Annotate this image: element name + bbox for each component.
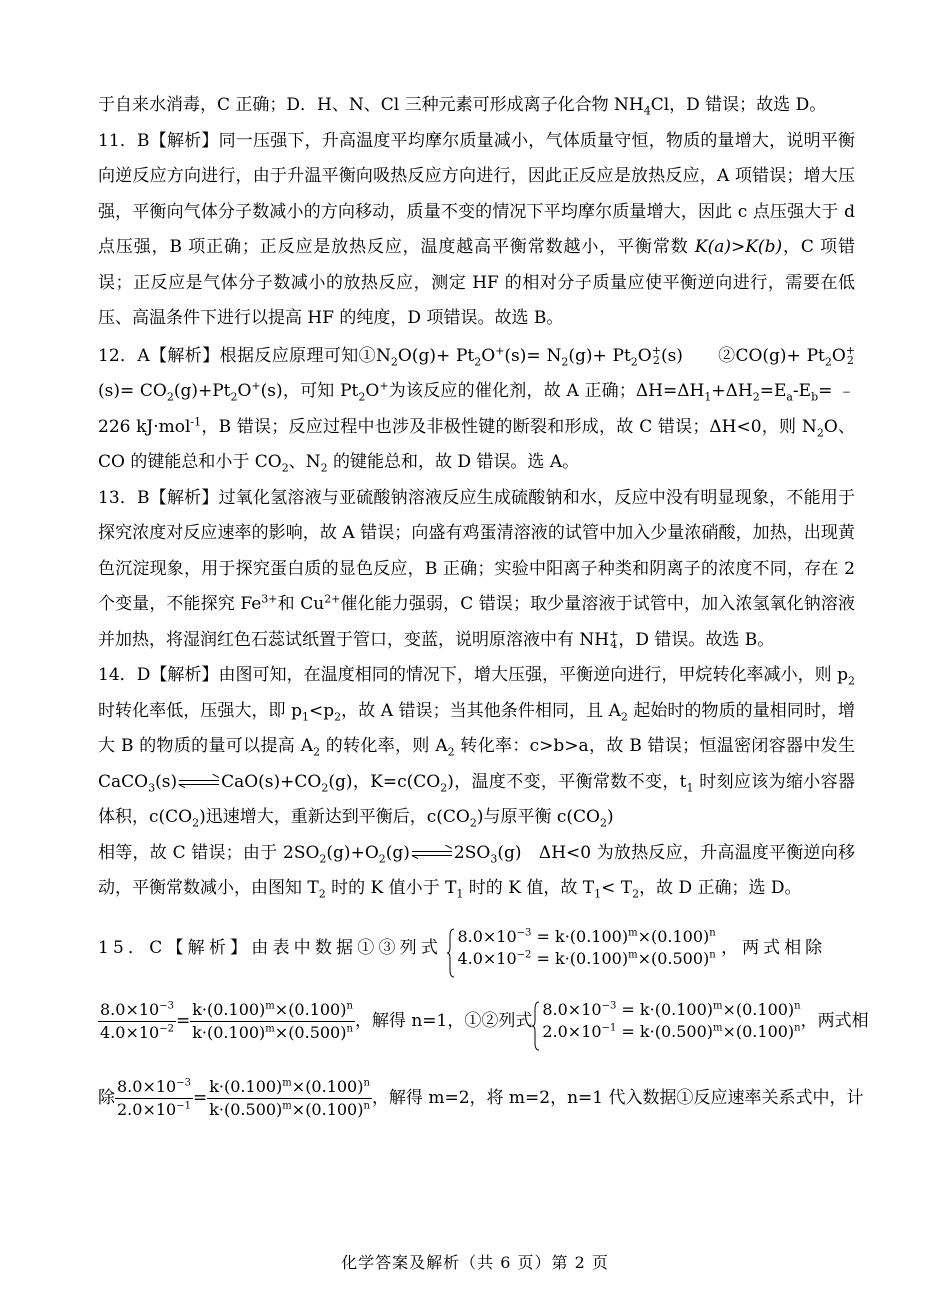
q15-line-3: 除 $\frac{8.0\times 10^{-3}}{2.0\times 10^{-1}}$ = $\frac{k\cdot(0.100)^m\times(0.100)^n}{k\cdot(0.500)^m\times(0.100)^n}$ ，解得 m=2，将 m=2，n=1 代入数据①反应速率关系式中，计 — [98, 1076, 864, 1119]
paragraph-q12: 12．A【解析】根据反应原理可知$①N_2O(g)+ Pt_2O^+(s)= N_2(g)+ Pt_2O$ + 2 (s) ②CO(g)+ $Pt_2O$ + 2 $(s)= CO_2(g)+Pt_2O^+(s)$，可知 $Pt_2O^+$为该反应的催化剂，故 A 正确；$\Delta H=\Delta H_1+\Delta H_2=E_a-E_b=$ ﹣226 kJ·mol$^{-1}$，B 错误；反应过程中也涉及非极性键的断裂和形成，故 C 错误；ΔH<0，则 $N_2O$、CO 的键能总和小于 $CO_2$、$N_2$ 的键能总和，故 D 错误。选 A。 — [98, 343, 856, 475]
reversible-arrow-icon — [412, 848, 452, 858]
equation-system-1-2: $8.0\times 10^{-3} = k\cdot(0.100)^m\times(0.100)^n$ $2.0\times 10^{-1} = k\cdot(0.500)^m\times(0.100)^n$ — [532, 999, 800, 1043]
q15-line-1: 15．C【解析】由表中数据①③列式 $8.0\times 10^{-3} = k\cdot(0.100)^m\times(0.100)^n$ $4.0\times 10^{-2} = k\cdot(0.100)^m\times(0.500)^n$ ，两式相除 — [98, 915, 855, 981]
paragraph-q10-end: 于自来水消毒，C 正确；D．H、N、Cl 三种元素可形成离子化合物 $NH_4Cl$，D 错误；故选 D。 — [98, 95, 827, 118]
left-brace-icon — [532, 1001, 540, 1051]
q15-line-2: $\frac{8.0\times 10^{-3}}{4.0\times 10^{-2}}$ = $\frac{k\cdot(0.100)^m\times(0.100)^n}{k\cdot(0.100)^m\times(0.500)^n}$ ，解得 n=1，①②列式 $8.0\times 10^{-3} = k\cdot(0.100)^m\times(0.100)^n$ $2.0\times 10^{-1} = k\cdot(0.500)^m\times(0.100)^n$ ，两式相 — [98, 987, 855, 1055]
equation-system-1-3: $8.0\times 10^{-3} = k\cdot(0.100)^m\times(0.100)^n$ $4.0\times 10^{-2} = k\cdot(0.100)^m\times(0.500)^n$ — [447, 926, 715, 970]
reversible-arrow-icon — [179, 777, 219, 787]
left-brace-icon — [447, 928, 455, 978]
paragraph-q11: 11．B【解析】同一压强下，升高温度平均摩尔质量减小，气体质量守恒，物质的量增大，说明平衡向逆反应方向进行，由于升温平衡向吸热反应方向进行，因此正反应是放热反应，A 项错误；增大压强，平衡向气体分子数减小的方向移动，质量不变的情况下平均摩尔质量增大，因此 c 点压强大于 d 点压强，B 项正确；正反应是放热反应，温度越高平衡常数越小，平衡常数 K(a)>K(b)，C 项错误；正反应是气体分子数减小的放热反应，测定 HF 的相对分子质量应使平衡逆向进行，需要在低压、高温条件下进行以提高 HF 的纯度，D 项错误。故选 B。 — [98, 130, 855, 328]
paragraph-q14: 14．D【解析】由图可知，在温度相同的情况下，增大压强，平衡逆向进行，甲烷转化率减小，则 $p_2$ 时转化率低，压强大，即 $p_1<p_2$，故 A 错误；当其他条件相同，且 $A_2$ 起始时的物质的量相同时，增大 B 的物质的量可以提高 $A_2$ 的转化率，则 $A_2$ 转化率：c>b>a，故 B 错误；恒温密闭容器中发生 CaCO$_3$(s) $CaO(s)+CO_2(g)$，$K=c(CO_2)$，温度不变，平衡常数不变，$t_1$ 时刻应该为缩小容器体积，$c(CO_2)$迅速增大，重新达到平衡后，$c(CO_2)$与原平衡 $c(CO_2)$ 相等，故 C 错误；由于 $2SO_2(g)+O_2(g)$ $2SO_3(g)$ ΔH<0 为放热反应，升高温度平衡逆向移动，平衡常数减小，由图知 $T_2$ 时的 K 值小于 $T_1$ 时的 K 值，故 $T_1< T_2$，故 D 正确；选 D。 — [98, 665, 855, 901]
fraction-ratio-1: $\frac{8.0\times 10^{-3}}{4.0\times 10^{-2}}$ — [100, 999, 174, 1042]
fraction-expr-2: $\frac{k\cdot(0.100)^m\times(0.100)^n}{k\cdot(0.500)^m\times(0.100)^n}$ — [209, 1076, 370, 1119]
page-footer: 化学答案及解析（共 6 页）第 2 页 — [341, 1253, 609, 1272]
fraction-ratio-2: $\frac{8.0\times 10^{-3}}{2.0\times 10^{-1}}$ — [117, 1076, 191, 1119]
fraction-expr-1: $\frac{k\cdot(0.100)^m\times(0.100)^n}{k\cdot(0.100)^m\times(0.500)^n}$ — [192, 999, 353, 1042]
paragraph-q13: 13．B【解析】过氧化氢溶液与亚硫酸钠溶液反应生成硫酸钠和水，反应中没有明显现象，不能用于探究浓度对反应速率的影响，故 A 错误；向盛有鸡蛋清溶液的试管中加入少量浓硝酸，加热，出现黄色沉淀现象，用于探究蛋白质的显色反应，B 正确；实验中阳离子种类和阴离子的浓度不同，存在 2 个变量，不能探究 $Fe^{3+}$和 $Cu^{2+}$催化能力强弱，C 错误；取少量溶液于试管中，加入浓氢氧化钠溶液并加热，将湿润红色石蕊试纸置于管口，变蓝，说明原溶液中有 NH + 4 ，D 错误。故选 B。 — [98, 487, 855, 651]
answer-page-body — [98, 88, 869, 1131]
